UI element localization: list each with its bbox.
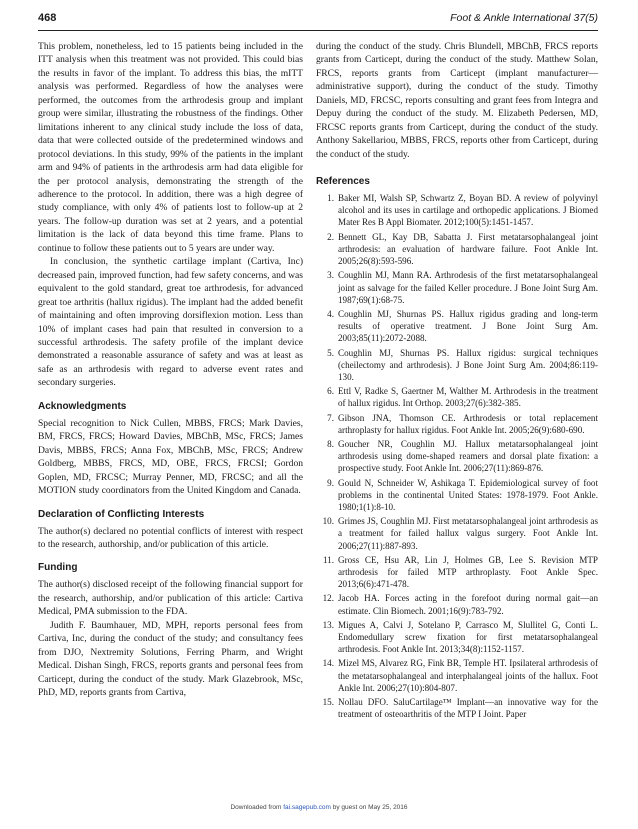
acknowledgments-text: Special recognition to Nick Cullen, MBBS, FRCS; Mark Davies, BM, FRCS, FRCS; Howard Davies, MBChB, MSc, FRCS; James Davis, MBBS, FRCS; Anna Fox, MBChB, MSc, FRCS; Andrew Goldberg, MBBS, FRCS, MD, OBE, FRCS, FRCSI; Gordon Goplen, MD, FRCSC; Murray Penner, MD, FRCSC; and all the MOTION study coordinators from the United Kingdom and Canada. — [38, 417, 303, 497]
footer-link[interactable]: fai.sagepub.com — [283, 804, 331, 811]
reference-item — [316, 515, 598, 552]
reference-text: Bennett GL, Kay DB, Sabatta J. First metatarsophalangeal joint arthrodesis: an evaluation of hardware failure. Foot Ankle Int. 2005;26(8):593-596. — [338, 231, 598, 267]
reference-item — [316, 554, 598, 591]
header-rule — [38, 30, 598, 31]
reference-item — [316, 412, 598, 436]
reference-number: 4. — [327, 308, 334, 319]
page-number: 468 — [38, 12, 57, 24]
reference-number: 15. — [322, 697, 334, 707]
reference-text: Goucher NR, Coughlin MJ. Hallux metatarsophalangeal joint arthrodesis using dome-shaped reamers and dorsal plate fixation: a prospective study. Foot Ankle Int. 2006;27(11):869-876. — [338, 438, 598, 474]
reference-text: Gibson JNA, Thomson CE. Arthrodesis or total replacement arthroplasty for hallux rigidus. Foot Ankle Int. 2005;26(9):680-690. — [338, 412, 598, 435]
funding-disclosures: Judith F. Baumhauer, MD, MPH, reports personal fees from Cartiva, Inc, during the conduct of the study; and consultancy fees from DJO, Nextremity Solutions, Ferring Pharm, and Wright Medical. Dishan Singh, FRCS, reports grants and personal fees from Carticept, during the conduct of the study. Mark Glazebrook, MSc, PhD, MD, reports grants from Cartiva, — [38, 619, 303, 699]
reference-list — [316, 192, 598, 720]
right-column — [316, 40, 598, 722]
reference-number: 9. — [327, 477, 334, 488]
reference-text: Coughlin MJ, Mann RA. Arthrodesis of the first metatarsophalangeal joint as salvage for the failed Keller procedure. J Bone Joint Surg Am. 1987;69(1):68-75. — [338, 270, 598, 305]
reference-item — [316, 657, 598, 694]
reference-text: Nollau DFO. SaluCartilage™ Implant—an innovative way for the treatment of osteoarthritis of the MTP I Joint. Paper — [338, 697, 598, 720]
funding-text: The author(s) disclosed receipt of the following financial support for the research, authorship, and/or publication of this article: Cartiva Medical, PMA submission to the FDA. — [38, 579, 303, 618]
reference-number: 14. — [322, 658, 334, 669]
reference-text: Ettl V, Radke S, Gaertner M, Walther M. Arthrodesis in the treatment of hallux rigidus. Int Orthop. 2003;27(6):382-385. — [338, 386, 598, 409]
reference-text: Grimes JS, Coughlin MJ. First metatarsophalangeal joint arthrodesis as a treatment for failed hallux valgus surgery. Foot Ankle Int. 2006;27(11):887-893. — [338, 516, 598, 551]
reference-number: 1. — [327, 193, 334, 204]
reference-number: 12. — [322, 593, 334, 604]
left-column — [38, 40, 303, 699]
reference-text: Mizel MS, Alvarez RG, Fink BR, Temple HT. Ipsilateral arthrodesis of the metatarsophalangeal and interphalangeal joints of the hallux. Foot Ankle Int. 2006;27(10):804-807. — [338, 658, 598, 693]
reference-item — [316, 385, 598, 409]
reference-text: Coughlin MJ, Shurnas PS. Hallux rigidus: surgical techniques (cheilectomy and arthrodesis). J Bone Joint Surg Am. 2004;86:119-130. — [338, 347, 598, 382]
conflicts-text: The author(s) declared no potential conflicts of interest with respect to the research, authorship, and/or publication of this article. — [38, 525, 303, 550]
discussion-paragraph: This problem, nonetheless, led to 15 patients being included in the ITT analysis when this treatment was not provided. This could bias the results in favor of the implant. To address this bias, the mITT analysis was performed. Regardless of how the analyses were performed, the outcomes from the arthrodesis group and implant group were similar, illustrating the robustness of the findings. Other limitations inherent to any clinical study include the loss of data, data that were collected outside of the predetermined windows and protocol deviations. In this study, 99% of the patients in the implant arm and 94% of patients in the arthrodesis arm had data eligible for the per protocol analysis, demonstrating the strength of the adherence to the protocol. In addition, there was a high degree of study compliance, with only 4% of patients lost to follow-up at 2 years. The follow-up duration was set at 2 years, and a potential limitation is the lack of data beyond this time frame. Plans to continue to follow these patients out to 5 years are under way. — [38, 41, 303, 254]
footer-prefix: Downloaded from — [230, 804, 284, 811]
reference-text: Gould N, Schneider W, Ashikaga T. Epidemiological survey of foot problems in the continental United States: 1978-1979. Foot Ankle. 1980;1(1):8-10. — [338, 477, 598, 512]
reference-item — [316, 592, 598, 616]
reference-item — [316, 477, 598, 514]
reference-text: Baker MI, Walsh SP, Schwartz Z, Boyan BD. A review of polyvinyl alcohol and its uses in cartilage and orthopedic applications. J Biomed Mater Res B Appl Biomater. 2012;100(5):1451-1457. — [338, 193, 598, 228]
reference-item — [316, 438, 598, 475]
reference-number: 2. — [327, 231, 334, 242]
reference-number: 11. — [322, 554, 334, 565]
reference-number: 8. — [327, 438, 334, 449]
conclusion-paragraph: In conclusion, the synthetic cartilage implant (Cartiva, Inc) decreased pain, improved function, had few safety concerns, and was equivalent to the gold standard, great toe arthrodesis, for advanced great toe arthritis (hallux rigidus). The implant had the added benefit of maintaining and often improving dorsiflexion motion. Less than 10% of implant cases had pain that resulted in conversion to a successful arthrodesis. The safety profile of the implant device demonstrated a reasonable assurance of safety and was at least as safe as an arthrodesis with regard to adverse event rates and secondary surgeries. — [38, 256, 303, 389]
reference-text: Gross CE, Hsu AR, Lin J, Holmes GB, Lee S. Revision MTP arthrodesis for failed MTP arthroplasty. Foot Ankle Spec. 2013;6(6):471-478. — [338, 554, 598, 590]
reference-item — [316, 308, 598, 345]
reference-text: Migues A, Calvi J, Sotelano P, Carrasco M, Slullitel G, Conti L. Endomedullary screw fixation for first metatarsophalangeal arthrodesis. Foot Ankle Int. 2013;34(8):1152-1157. — [338, 619, 598, 655]
funding-heading: Funding — [38, 562, 78, 574]
footer-suffix: by guest on May 25, 2016 — [330, 804, 408, 811]
reference-number: 5. — [327, 347, 334, 358]
download-footer — [0, 804, 638, 811]
reference-number: 10. — [322, 516, 334, 527]
reference-number: 13. — [322, 619, 334, 630]
references-heading: References — [316, 176, 370, 188]
reference-number: 6. — [327, 386, 334, 397]
reference-item — [316, 231, 598, 268]
acknowledgments-heading: Acknowledgments — [38, 400, 127, 412]
reference-item — [316, 696, 598, 720]
reference-item — [316, 192, 598, 229]
reference-item — [316, 619, 598, 656]
journal-running-head: Foot & Ankle International 37(5) — [450, 12, 598, 24]
reference-text: Coughlin MJ, Shurnas PS. Hallux rigidus grading and long-term results of operative treatment. J Bone Joint Surg Am. 2003;85(11):2072-2088. — [338, 308, 598, 344]
reference-text: Jacob HA. Forces acting in the forefoot during normal gait—an estimate. Clin Biomech. 2001;16(9):783-792. — [338, 593, 598, 616]
reference-item — [316, 269, 598, 306]
conflicts-heading: Declaration of Conflicting Interests — [38, 508, 205, 520]
reference-item — [316, 347, 598, 384]
reference-number: 7. — [327, 412, 334, 423]
reference-number: 3. — [327, 270, 334, 281]
disclosures-continued: during the conduct of the study. Chris Blundell, MBChB, FRCS reports grants from Carticept, during the conduct of the study. Matthew Solan, FRCS, reports grants from Carticept (implant manufacturer—administrative support), during the conduct of the study. Timothy Daniels, MD, FRCSC, reports consulting and grant fees from Integra and Depuy during the conduct of the study. M. Elizabeth Pedersen, MD, FRCSC reports grants from Carticept, during the conduct of the study. Anthony Sakellariou, MBBS, FRCS, reports other from Carticept, during the conduct of the study. — [316, 41, 598, 160]
